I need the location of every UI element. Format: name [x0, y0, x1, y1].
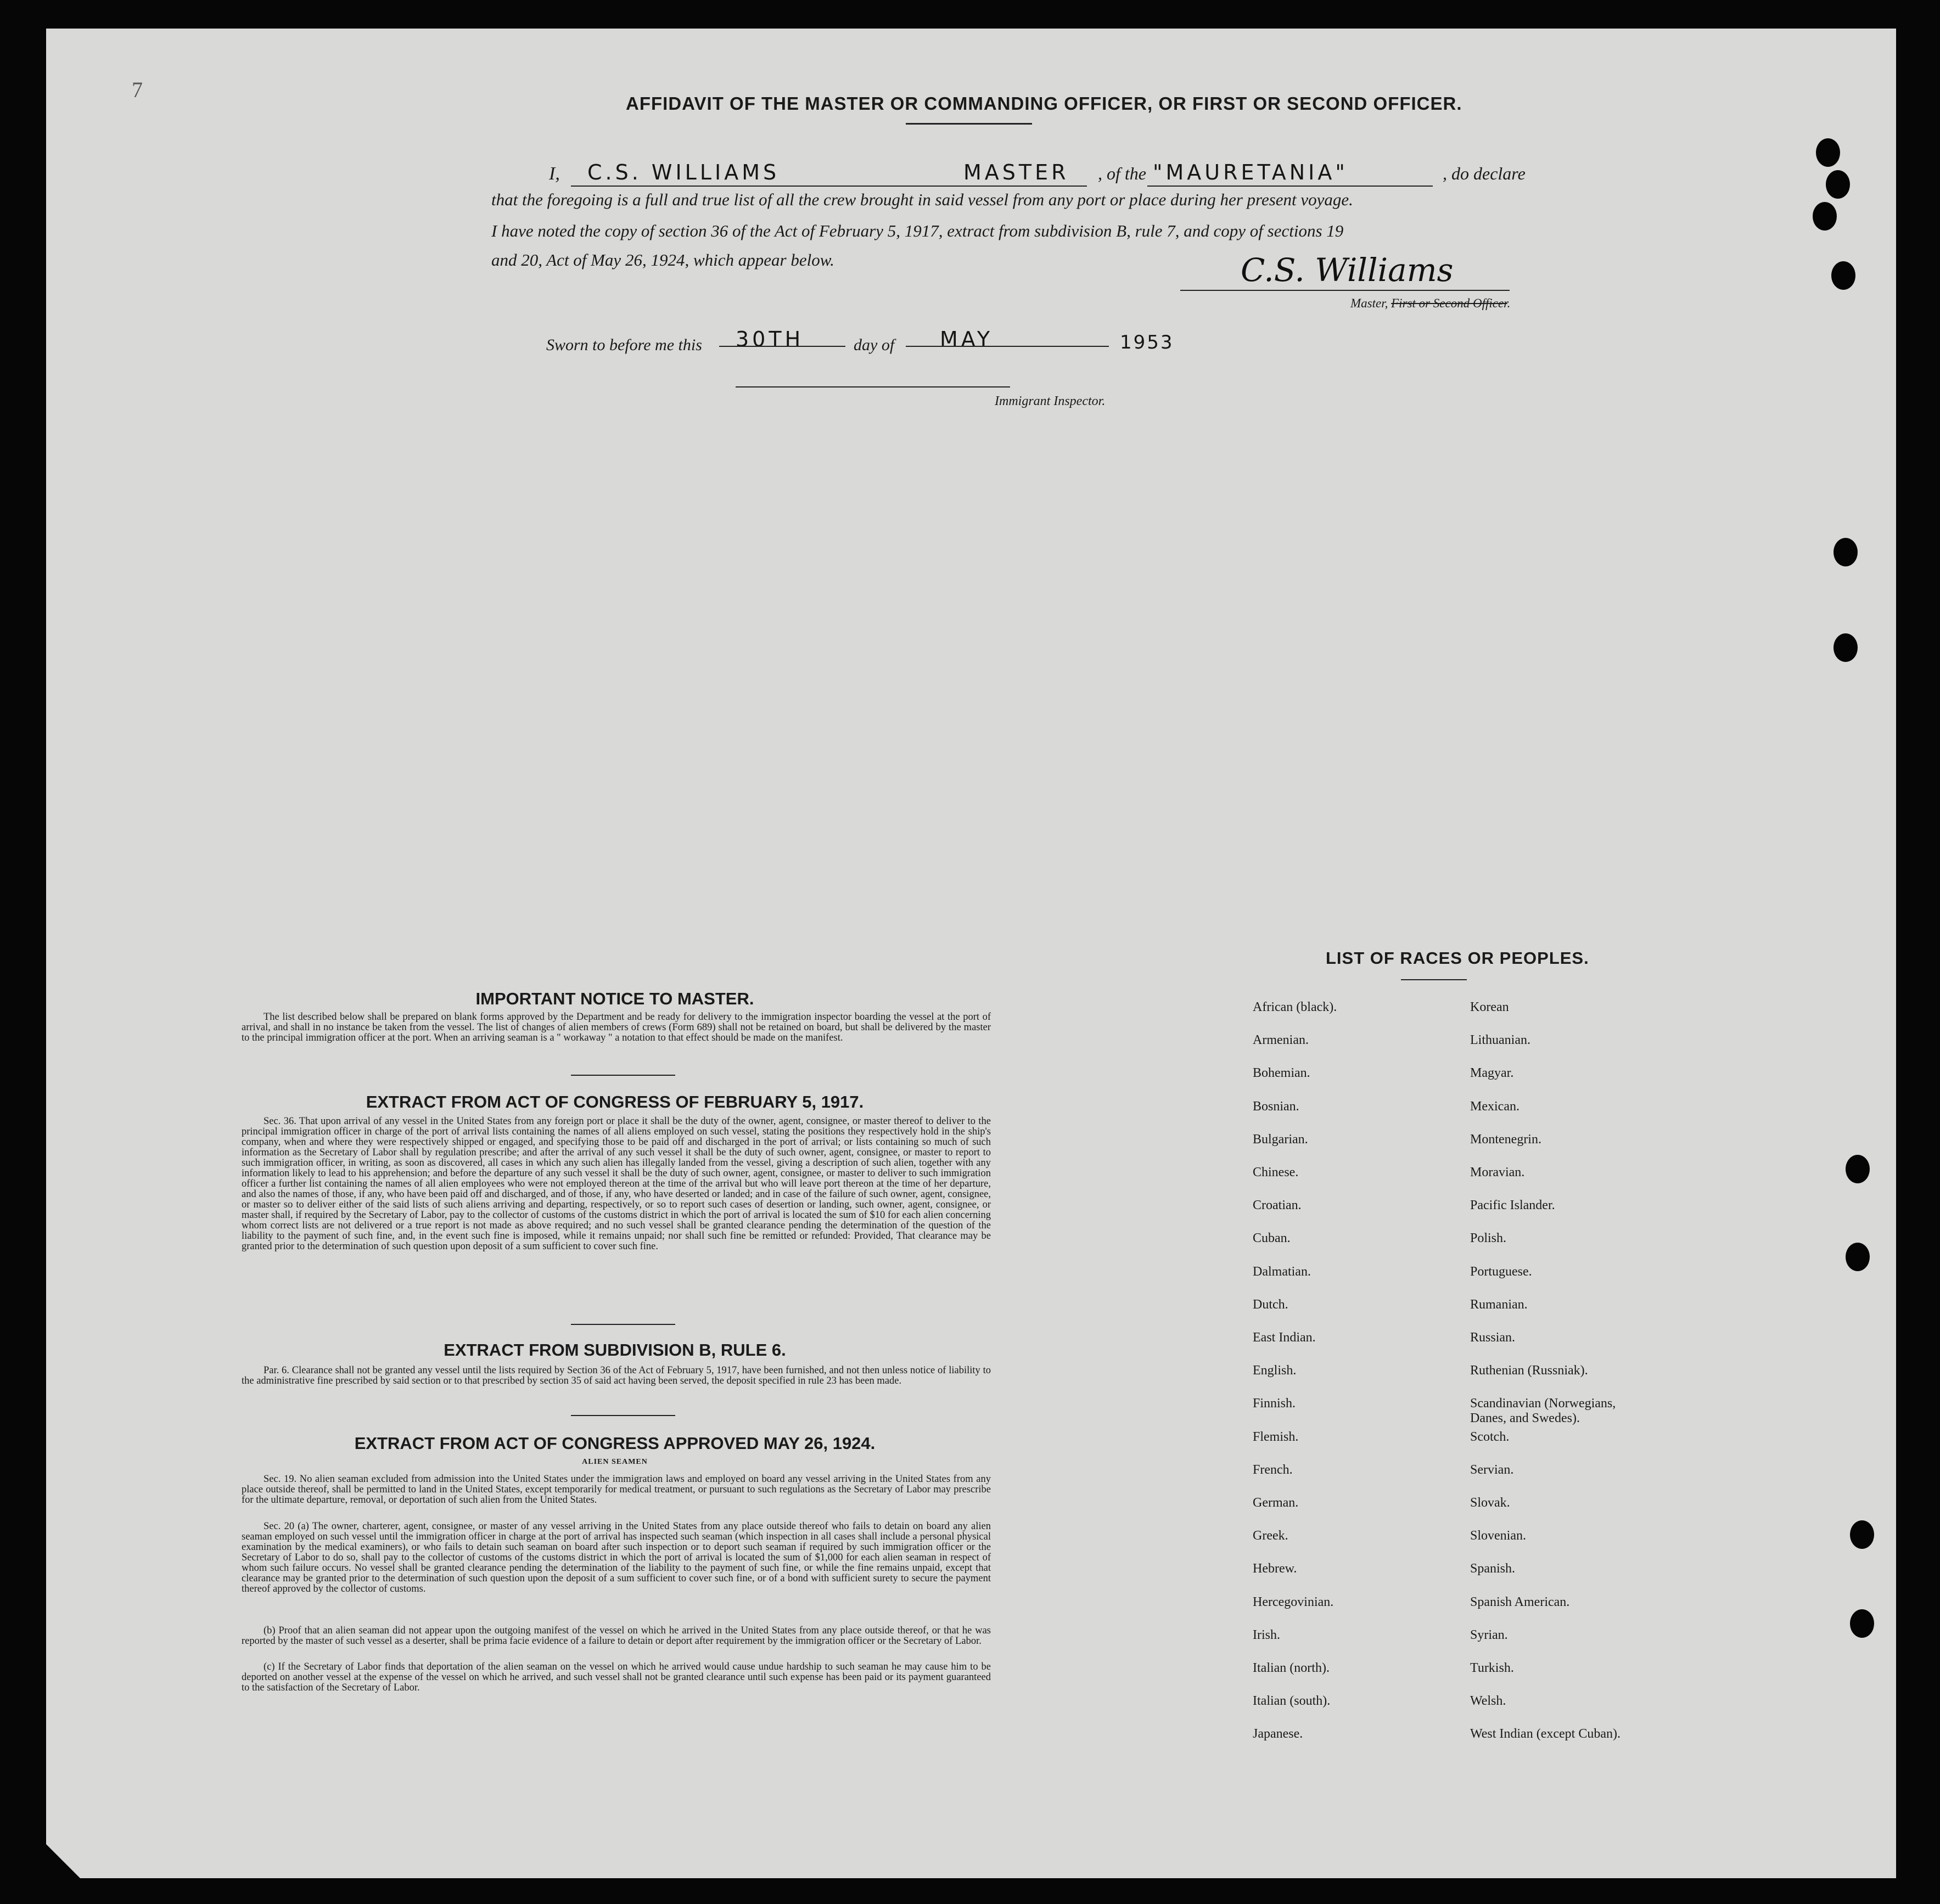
- signer-caption-struck: First or Second Officer: [1391, 296, 1507, 310]
- signer-caption-prefix: Master,: [1350, 296, 1388, 310]
- punch-hole: [1834, 633, 1858, 662]
- title-divider: [906, 123, 1032, 125]
- punch-hole: [1846, 1243, 1870, 1271]
- race-entry: Armenian.: [1253, 1033, 1309, 1047]
- race-entry: Cuban.: [1253, 1231, 1291, 1245]
- race-entry: Croatian.: [1253, 1198, 1302, 1212]
- race-entry: Flemish.: [1253, 1430, 1299, 1444]
- race-entry: Welsh.: [1470, 1694, 1506, 1708]
- punch-hole: [1826, 170, 1850, 199]
- race-entry: Scotch.: [1470, 1430, 1510, 1444]
- race-entry: Italian (south).: [1253, 1694, 1331, 1708]
- punch-hole: [1816, 138, 1840, 167]
- punch-hole: [1813, 202, 1837, 231]
- inspector-caption: Immigrant Inspector.: [995, 394, 1106, 408]
- race-entry: Hercegovinian.: [1253, 1595, 1334, 1609]
- extract-1917-paragraph: Sec. 36. That upon arrival of any vessel in the United States from any foreign port or place it shall be the duty of the owner, agent, consignee, or master thereof to deliver to the principal immigration officer in charge of the port of arrival lists containing the names of all aliens employed on such vessel, stating the positions they respectively hold in the ship's company, when and where they were respectively shipped or engaged, and specifying those to be paid off and discharged in the port of arrival; or lists containing so much of such information as the Secretary of Labor shall by regulation prescribe; and after the arrival of any such vessel it shall be the duty of such owner, agent, consignee, or master to report to such immigration officer, in writing, as soon as discovered, all cases in which any such alien has illegally landed from the vessel, giving a description of such alien, together with any information likely to lead to his apprehension; and before the departure of any such vessel it shall be the duty of such owner, agent, consignee, or master to deliver to such immigration officer a further list containing the names of all alien employees who were not employed thereon at the time of the arrival but who will leave port thereon at the time of her departure, and also the names of those, if any, who have been paid off and discharged, and of those, if any, who have deserted or landed; and in case of the failure of such owner, agent, consignee, or master so to deliver either of the said lists of such aliens arriving and departing, respectively, or so to report such cases of desertion or landing, such owner, agent, consignee, or master shall, if required by the Secretary of Labor, pay to the collector of customs of the customs district in which the port of arrival is located the sum of $10 for each alien concerning whom correct lists are not delivered or a true report is not made as above required; and no such vessel shall be granted clearance pending the determination of the question of the liability to the payment of such fine, and, in the event such fine is imposed, while it remains unpaid; nor shall such fine be remitted or refunded: Provided, That clearance may be granted prior to the determination of such question upon deposit of a sum sufficient to cover such fine.: [242, 1116, 991, 1252]
- sworn-label: Sworn to before me this: [546, 336, 702, 354]
- race-entry: Slovak.: [1470, 1496, 1510, 1510]
- race-entry: Magyar.: [1470, 1066, 1514, 1080]
- races-title: LIST OF RACES OR PEOPLES.: [1326, 948, 1589, 968]
- punch-hole: [1850, 1609, 1874, 1638]
- affidavit-line-4: and 20, Act of May 26, 1924, which appear below.: [491, 250, 834, 269]
- race-entry: Rumanian.: [1470, 1298, 1528, 1312]
- race-entry: Hebrew.: [1253, 1562, 1297, 1576]
- sworn-day: 30TH: [736, 327, 804, 351]
- race-entry: Dutch.: [1253, 1298, 1288, 1312]
- extract-1924-subtitle: ALIEN SEAMEN: [582, 1458, 648, 1466]
- race-entry: Bulgarian.: [1253, 1132, 1308, 1147]
- race-entry: Syrian.: [1470, 1628, 1508, 1642]
- vessel-underline: [1147, 186, 1433, 187]
- race-entry: Chinese.: [1253, 1165, 1299, 1180]
- race-entry: Italian (north).: [1253, 1661, 1330, 1675]
- of-the-label: , of the: [1098, 164, 1146, 183]
- races-divider: [1401, 979, 1467, 980]
- signer-caption: Master, First or Second Officer.: [1350, 296, 1511, 310]
- race-entry: English.: [1253, 1363, 1297, 1378]
- race-entry: Japanese.: [1253, 1727, 1303, 1741]
- section-divider: [571, 1075, 675, 1076]
- race-entry: Polish.: [1470, 1231, 1507, 1245]
- race-entry: Finnish.: [1253, 1396, 1296, 1411]
- punch-hole: [1834, 538, 1858, 566]
- race-entry: German.: [1253, 1496, 1299, 1510]
- race-entry: Slovenian.: [1470, 1529, 1526, 1543]
- race-entry: Spanish.: [1470, 1562, 1516, 1576]
- race-entry: Greek.: [1253, 1529, 1288, 1543]
- do-declare-label: , do declare: [1443, 164, 1526, 183]
- race-entry: Russian.: [1470, 1330, 1516, 1345]
- race-entry: Scandinavian (Norwegians, Danes, and Swedes).: [1470, 1396, 1616, 1425]
- race-entry: French.: [1253, 1463, 1293, 1477]
- section-divider: [571, 1324, 675, 1325]
- notice-paragraph: The list described below shall be prepared on blank forms approved by the Department and be ready for delivery to the immigration inspector boarding the vessel at the port of arrival, and shall in no instance be taken from the vessel. The list of changes of alien members of crews (Form 689) shall not be retained on board, but shall be delivered by the master to the principal immigration officer at the port. When an arriving seaman is a " workaway " a notation to that effect should be made on the manifest.: [242, 1012, 991, 1043]
- punch-hole: [1831, 261, 1855, 290]
- notice-title: IMPORTANT NOTICE TO MASTER.: [475, 989, 754, 1008]
- race-entry: East Indian.: [1253, 1330, 1316, 1345]
- affidavit-title: AFFIDAVIT OF THE MASTER OR COMMANDING OFFICER, OR FIRST OR SECOND OFFICER.: [626, 93, 1462, 114]
- sworn-month: MAY: [940, 327, 994, 351]
- month-underline: [906, 346, 1109, 347]
- extract-rule6-paragraph: Par. 6. Clearance shall not be granted any vessel until the lists required by Section 36 of the Act of February 5, 1917, have been furnished, and not then unless notice of liability to the administrative fine prescribed by said section or to that prescribed by section 35 of said act having been served, the deposit specified in rule 23 has been made.: [242, 1365, 991, 1386]
- race-entry: Spanish American.: [1470, 1595, 1570, 1609]
- inspector-line: [736, 386, 1010, 387]
- day-underline: [719, 346, 845, 347]
- extract-1924-sec19: Sec. 19. No alien seaman excluded from admission into the United States under the immigration laws and employed on board any vessel arriving in the United States from any place outside thereof, shall be permitted to land in the United States, except temporarily for medical treatment, or pursuant to such regulations as the Secretary of Labor may prescribe for the ultimate departure, removal, or deportation of such alien from the United States.: [242, 1474, 991, 1506]
- race-entry: Bosnian.: [1253, 1099, 1299, 1114]
- section-divider: [571, 1415, 675, 1416]
- extract-1917-title: EXTRACT FROM ACT OF CONGRESS OF FEBRUARY 5, 1917.: [366, 1092, 864, 1111]
- race-entry: Montenegrin.: [1470, 1132, 1541, 1147]
- sworn-year: 1953: [1120, 332, 1174, 353]
- day-of-label: day of: [854, 336, 895, 354]
- race-entry: Dalmatian.: [1253, 1265, 1311, 1279]
- extract-1924-sec20b: (b) Proof that an alien seaman did not appear upon the outgoing manifest of the vessel on which he arrived in the United States from any place outside thereof, or that he was reported by the master of such vessel as a deserter, shall be prima facie evidence of a failure to detain or deport after requirement by the immigration officer or the Secretary of Labor.: [242, 1625, 991, 1647]
- affidavit-line-2: that the foregoing is a full and true list of all the crew brought in said vessel from any port or place during her present voyage.: [491, 190, 1353, 209]
- signature-line: [1180, 290, 1510, 291]
- declarant-name: C.S. WILLIAMS: [587, 160, 780, 184]
- extract-rule6-title: EXTRACT FROM SUBDIVISION B, RULE 6.: [444, 1340, 786, 1360]
- extract-1924-sec20c: (c) If the Secretary of Labor finds that deportation of the alien seaman on the vessel on which he arrived would cause undue hardship to such seaman he may cause him to be deported on another vessel at the expense of the vessel on which he arrived, and such vessel shall not be granted clearance until such expense has been paid or its payment guaranteed to the satisfaction of the Secretary of Labor.: [242, 1661, 991, 1693]
- extract-1924-title: EXTRACT FROM ACT OF CONGRESS APPROVED MAY 26, 1924.: [354, 1434, 876, 1453]
- race-entry: Lithuanian.: [1470, 1033, 1530, 1047]
- punch-hole: [1846, 1155, 1870, 1183]
- race-entry: Moravian.: [1470, 1165, 1525, 1180]
- extract-1924-sec20a: Sec. 20 (a) The owner, charterer, agent, consignee, or master of any vessel arriving in the United States from any place outside thereof who fails to detain on board any alien seaman employed on such vessel until the immigration officer in charge at the port of arrival has inspected such seaman (which inspection in all cases shall include a personal physical examination by the medical examiners), or who fails to detain such seaman on board after such inspection or to deport such seaman if required by such immigration officer or the Secretary of Labor to do so, shall pay to the collector of customs of the customs district in which the port of arrival is located the sum of $1,000 for each alien seaman in respect of whom such failure occurs. No vessel shall be granted clearance pending the determination of the liability to the payment of such fine, or while the fine remains unpaid, except that clearance may be granted prior to the determination of such question upon the deposit of a sum sufficient to cover such fine, or of a bond with sufficient surety to secure the payment thereof approved by the collector of customs.: [242, 1521, 991, 1594]
- declarant-prefix: I,: [549, 164, 560, 184]
- page-mark: 7: [132, 77, 143, 102]
- race-entry: African (black).: [1253, 1000, 1337, 1014]
- declarant-rank: MASTER: [963, 160, 1069, 184]
- race-entry: Turkish.: [1470, 1661, 1514, 1675]
- master-signature: C.S. Williams: [1241, 251, 1454, 289]
- race-entry: Portuguese.: [1470, 1265, 1532, 1279]
- race-entry: West Indian (except Cuban).: [1470, 1727, 1621, 1741]
- race-entry: Mexican.: [1470, 1099, 1520, 1114]
- race-entry: Pacific Islander.: [1470, 1198, 1555, 1212]
- vessel-name: "MAURETANIA": [1153, 160, 1348, 184]
- race-entry: Ruthenian (Russniak).: [1470, 1363, 1588, 1378]
- race-entry: Servian.: [1470, 1463, 1514, 1477]
- race-entry: Korean: [1470, 1000, 1509, 1014]
- declarant-underline: [571, 186, 1087, 187]
- affidavit-line-3: I have noted the copy of section 36 of the Act of February 5, 1917, extract from subdivision B, rule 7, and copy of sections 19: [491, 221, 1344, 240]
- race-entry: Bohemian.: [1253, 1066, 1310, 1080]
- punch-hole: [1850, 1520, 1874, 1549]
- race-entry: Irish.: [1253, 1628, 1280, 1642]
